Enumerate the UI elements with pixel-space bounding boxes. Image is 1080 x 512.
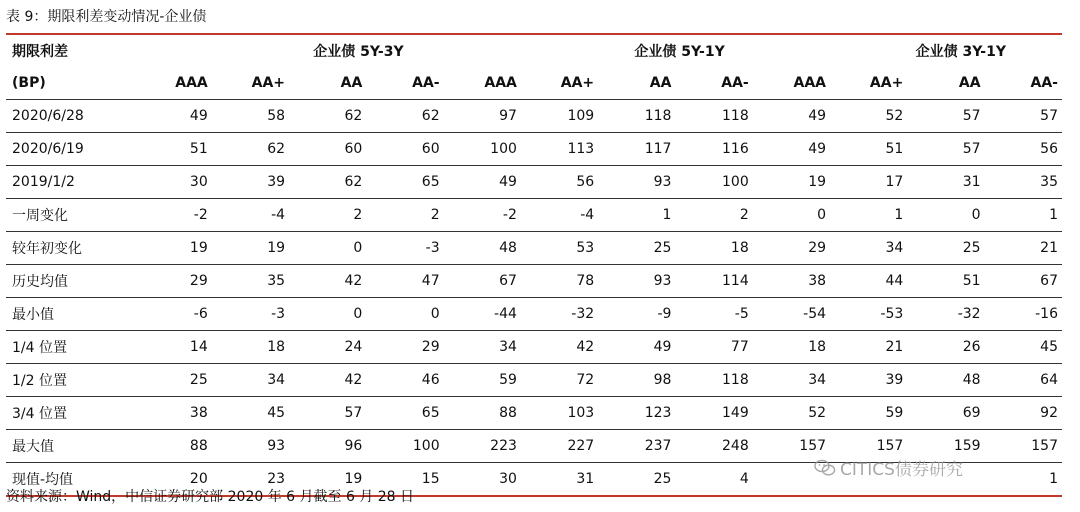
- table-cell: 49: [598, 331, 675, 364]
- table-cell: 4: [675, 463, 752, 497]
- row-label: 较年初变化: [6, 232, 134, 265]
- table-cell: 29: [134, 265, 211, 298]
- table-cell: 30: [444, 463, 521, 497]
- table-cell: 23: [212, 463, 289, 497]
- table-cell: -53: [830, 298, 907, 331]
- table-cell: 62: [366, 100, 443, 133]
- table-cell: 52: [753, 397, 830, 430]
- table-cell: -3: [212, 298, 289, 331]
- table-cell: 114: [675, 265, 752, 298]
- table-cell: 25: [598, 232, 675, 265]
- table-cell: 57: [907, 100, 984, 133]
- table-cell: 47: [366, 265, 443, 298]
- table-row: [6, 331, 1062, 364]
- table-cell: 103: [521, 397, 598, 430]
- table-cell: 46: [366, 364, 443, 397]
- table-cell: -5: [675, 298, 752, 331]
- table-cell: 29: [366, 331, 443, 364]
- table-cell: 100: [444, 133, 521, 166]
- table-cell: 237: [598, 430, 675, 463]
- table-cell: 31: [521, 463, 598, 497]
- table-cell: 34: [753, 364, 830, 397]
- table-cell: 62: [212, 133, 289, 166]
- table-cell: 100: [675, 166, 752, 199]
- table-cell: 96: [289, 430, 366, 463]
- row-label: 最大值: [6, 430, 134, 463]
- row-label: 3/4 位置: [6, 397, 134, 430]
- table-cell: 25: [598, 463, 675, 497]
- table-cell: 98: [598, 364, 675, 397]
- table-cell: 49: [753, 133, 830, 166]
- header-group-5y-1y: 企业债 5Y-1Y: [634, 44, 725, 60]
- table-row: [6, 364, 1062, 397]
- header-rating: AAA: [444, 67, 521, 100]
- table-cell: -32: [521, 298, 598, 331]
- header-rating: AAA: [753, 67, 830, 100]
- row-label: 历史均值: [6, 265, 134, 298]
- table-cell: 60: [366, 133, 443, 166]
- header-rating: AA+: [521, 67, 598, 100]
- table-cell: 159: [907, 430, 984, 463]
- table-cell: 77: [675, 331, 752, 364]
- table-cell: 51: [830, 133, 907, 166]
- table-caption: 表 9：期限利差变动情况-企业债: [6, 9, 207, 25]
- table-body: [6, 100, 1062, 497]
- table-cell: 248: [675, 430, 752, 463]
- table-cell: 35: [212, 265, 289, 298]
- table-cell: 42: [521, 331, 598, 364]
- table-cell: 93: [212, 430, 289, 463]
- table-cell: 58: [212, 100, 289, 133]
- table-cell: 38: [753, 265, 830, 298]
- table-cell: 2: [675, 199, 752, 232]
- table-cell: 62: [289, 100, 366, 133]
- table-cell: 157: [753, 430, 830, 463]
- table-cell: 31: [907, 166, 984, 199]
- table-cell: 21: [830, 331, 907, 364]
- table-cell: 25: [134, 364, 211, 397]
- table-cell: 149: [675, 397, 752, 430]
- table-cell: 19: [134, 232, 211, 265]
- table-cell: 34: [444, 331, 521, 364]
- table-cell: 56: [985, 133, 1062, 166]
- header-rating: AA: [907, 67, 984, 100]
- table-cell: 0: [753, 199, 830, 232]
- table-cell: 157: [985, 430, 1062, 463]
- table-cell: 92: [985, 397, 1062, 430]
- table-cell: 223: [444, 430, 521, 463]
- table-cell: 65: [366, 397, 443, 430]
- table-cell: 34: [830, 232, 907, 265]
- table-cell: 57: [289, 397, 366, 430]
- table-cell: 17: [830, 166, 907, 199]
- table-cell: 53: [521, 232, 598, 265]
- wechat-icon: [814, 459, 836, 477]
- table-cell: 1: [985, 463, 1062, 497]
- header-rating: AA+: [212, 67, 289, 100]
- header-label-term-spread: 期限利差: [12, 44, 68, 60]
- table-cell: 1: [985, 199, 1062, 232]
- row-label: 2020/6/28: [6, 100, 134, 133]
- table-cell: 45: [985, 331, 1062, 364]
- table-row: [6, 397, 1062, 430]
- table-cell: 116: [675, 133, 752, 166]
- header-rating: AA-: [366, 67, 443, 100]
- row-label: 最小值: [6, 298, 134, 331]
- table-cell: 78: [521, 265, 598, 298]
- header-rating: AA-: [675, 67, 752, 100]
- table-cell: 44: [830, 265, 907, 298]
- table-cell: 88: [444, 397, 521, 430]
- table-cell: -6: [134, 298, 211, 331]
- table-cell: 67: [985, 265, 1062, 298]
- table-cell: 45: [212, 397, 289, 430]
- table-row: [6, 265, 1062, 298]
- table-cell: 18: [212, 331, 289, 364]
- row-label: 2020/6/19: [6, 133, 134, 166]
- table-cell: 48: [444, 232, 521, 265]
- header-row-ratings: [6, 67, 1062, 100]
- table-cell: 19: [289, 463, 366, 497]
- table-cell: -44: [444, 298, 521, 331]
- table-cell: 49: [753, 100, 830, 133]
- table-cell: 57: [985, 100, 1062, 133]
- table-cell: -3: [366, 232, 443, 265]
- table-cell: -32: [907, 298, 984, 331]
- table-cell: 21: [985, 232, 1062, 265]
- table-cell: 97: [444, 100, 521, 133]
- table-cell: 118: [598, 100, 675, 133]
- table-cell: 88: [134, 430, 211, 463]
- table-cell: 1: [598, 199, 675, 232]
- table-cell: 56: [521, 166, 598, 199]
- table-cell: 65: [366, 166, 443, 199]
- table-cell: 64: [985, 364, 1062, 397]
- header-rating: AA: [598, 67, 675, 100]
- table-cell: 60: [289, 133, 366, 166]
- table-cell: 48: [907, 364, 984, 397]
- table-cell: 0: [289, 298, 366, 331]
- table-cell: 52: [830, 100, 907, 133]
- header-label-bp: (BP): [6, 67, 134, 100]
- table-cell: 62: [289, 166, 366, 199]
- source-note: 资料来源：Wind，中信证券研究部 2020 年 6 月截至 6 月 28 日: [6, 489, 415, 505]
- table-row: [6, 298, 1062, 331]
- header-group-5y-3y: 企业债 5Y-3Y: [313, 44, 404, 60]
- table-cell: -2: [134, 199, 211, 232]
- table-cell: 0: [366, 298, 443, 331]
- table-cell: 18: [675, 232, 752, 265]
- header-rating: AA+: [830, 67, 907, 100]
- spread-table-container: [6, 33, 1062, 497]
- table-cell: 59: [830, 397, 907, 430]
- table-cell: 26: [907, 331, 984, 364]
- row-label: 一周变化: [6, 199, 134, 232]
- table-cell: 2: [366, 199, 443, 232]
- spread-table: [6, 33, 1062, 497]
- header-rating: AA: [289, 67, 366, 100]
- table-cell: -16: [985, 298, 1062, 331]
- table-cell: 113: [521, 133, 598, 166]
- table-cell: 118: [675, 100, 752, 133]
- table-cell: 0: [289, 232, 366, 265]
- table-cell: 34: [212, 364, 289, 397]
- table-cell: -9: [598, 298, 675, 331]
- header-row-groups: [6, 34, 1062, 67]
- table-cell: 227: [521, 430, 598, 463]
- table-cell: 67: [444, 265, 521, 298]
- table-row: [6, 199, 1062, 232]
- table-cell: 51: [134, 133, 211, 166]
- table-cell: 39: [212, 166, 289, 199]
- table-cell: 118: [675, 364, 752, 397]
- table-cell: 49: [134, 100, 211, 133]
- table-cell: 72: [521, 364, 598, 397]
- table-cell: 42: [289, 265, 366, 298]
- table-cell: 49: [444, 166, 521, 199]
- table-cell: -4: [521, 199, 598, 232]
- watermark: [814, 455, 963, 480]
- table-row: [6, 166, 1062, 199]
- table-cell: 42: [289, 364, 366, 397]
- table-cell: 18: [753, 331, 830, 364]
- table-cell: 69: [907, 397, 984, 430]
- header-rating: AAA: [134, 67, 211, 100]
- table-cell: 38: [134, 397, 211, 430]
- table-row: [6, 133, 1062, 166]
- table-cell: 35: [985, 166, 1062, 199]
- watermark-text: CITICS债券研究: [840, 460, 963, 480]
- table-cell: 25: [907, 232, 984, 265]
- table-cell: 2: [289, 199, 366, 232]
- table-cell: -54: [753, 298, 830, 331]
- table-cell: 19: [753, 166, 830, 199]
- table-cell: -2: [444, 199, 521, 232]
- table-row: [6, 100, 1062, 133]
- table-cell: 59: [444, 364, 521, 397]
- table-cell: 20: [134, 463, 211, 497]
- table-cell: 93: [598, 166, 675, 199]
- header-group-3y-1y: 企业债 3Y-1Y: [915, 44, 1006, 60]
- table-cell: 39: [830, 364, 907, 397]
- table-cell: 0: [907, 199, 984, 232]
- row-label: 现值-均值: [6, 463, 134, 497]
- table-cell: 157: [830, 430, 907, 463]
- table-cell: 19: [212, 232, 289, 265]
- table-cell: 57: [907, 133, 984, 166]
- table-cell: 117: [598, 133, 675, 166]
- table-cell: 123: [598, 397, 675, 430]
- header-rating: AA-: [985, 67, 1062, 100]
- row-label: 1/4 位置: [6, 331, 134, 364]
- table-cell: 109: [521, 100, 598, 133]
- table-cell: 30: [134, 166, 211, 199]
- table-cell: 100: [366, 430, 443, 463]
- table-cell: 15: [366, 463, 443, 497]
- table-cell: -4: [212, 199, 289, 232]
- table-row: [6, 232, 1062, 265]
- table-cell: 24: [289, 331, 366, 364]
- row-label: 2019/1/2: [6, 166, 134, 199]
- row-label: 1/2 位置: [6, 364, 134, 397]
- table-cell: 29: [753, 232, 830, 265]
- table-cell: 14: [134, 331, 211, 364]
- table-cell: 51: [907, 265, 984, 298]
- table-cell: 93: [598, 265, 675, 298]
- table-cell: 1: [830, 199, 907, 232]
